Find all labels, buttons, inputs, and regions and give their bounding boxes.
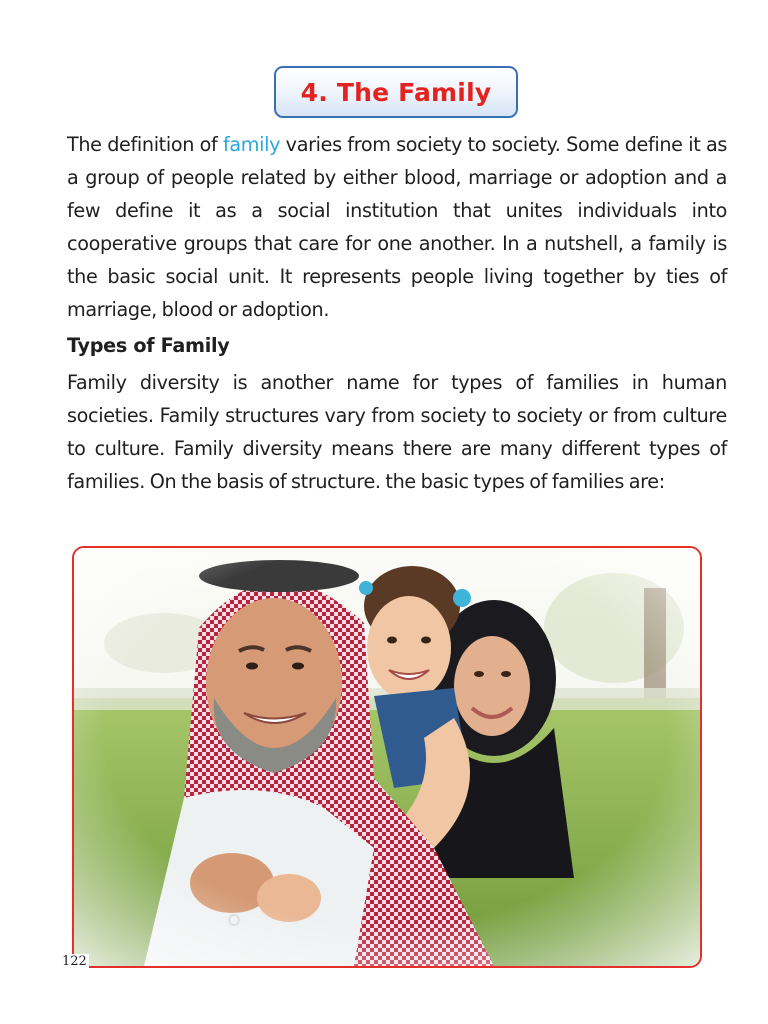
family-photo — [72, 546, 702, 968]
chapter-title: 4. The Family — [300, 77, 492, 107]
definition-text-start: The definition of — [67, 133, 223, 156]
family-illustration — [74, 548, 700, 966]
title-box — [274, 66, 518, 118]
definition-paragraph — [67, 128, 727, 326]
page-number: 122 — [62, 954, 87, 969]
types-paragraph: Family diversity is another name for types of families in human societies. Family structures vary from society to society or from culture to culture. Family diversity means there are many different types of families. On the basis of structure. the basic types of families are: — [67, 371, 727, 493]
highlighted-term: family — [222, 133, 281, 156]
section-heading: Types of Family — [67, 334, 230, 357]
definition-text-end: varies from society to society. Some define it as a group of people related by either blood, marriage or adoption and a few define it as a social institution that unites individuals into cooperative groups that care for one another. In a nutshell, a family is the basic social unit. It represents people living together by ties of marriage, blood or adoption. — [67, 133, 727, 321]
